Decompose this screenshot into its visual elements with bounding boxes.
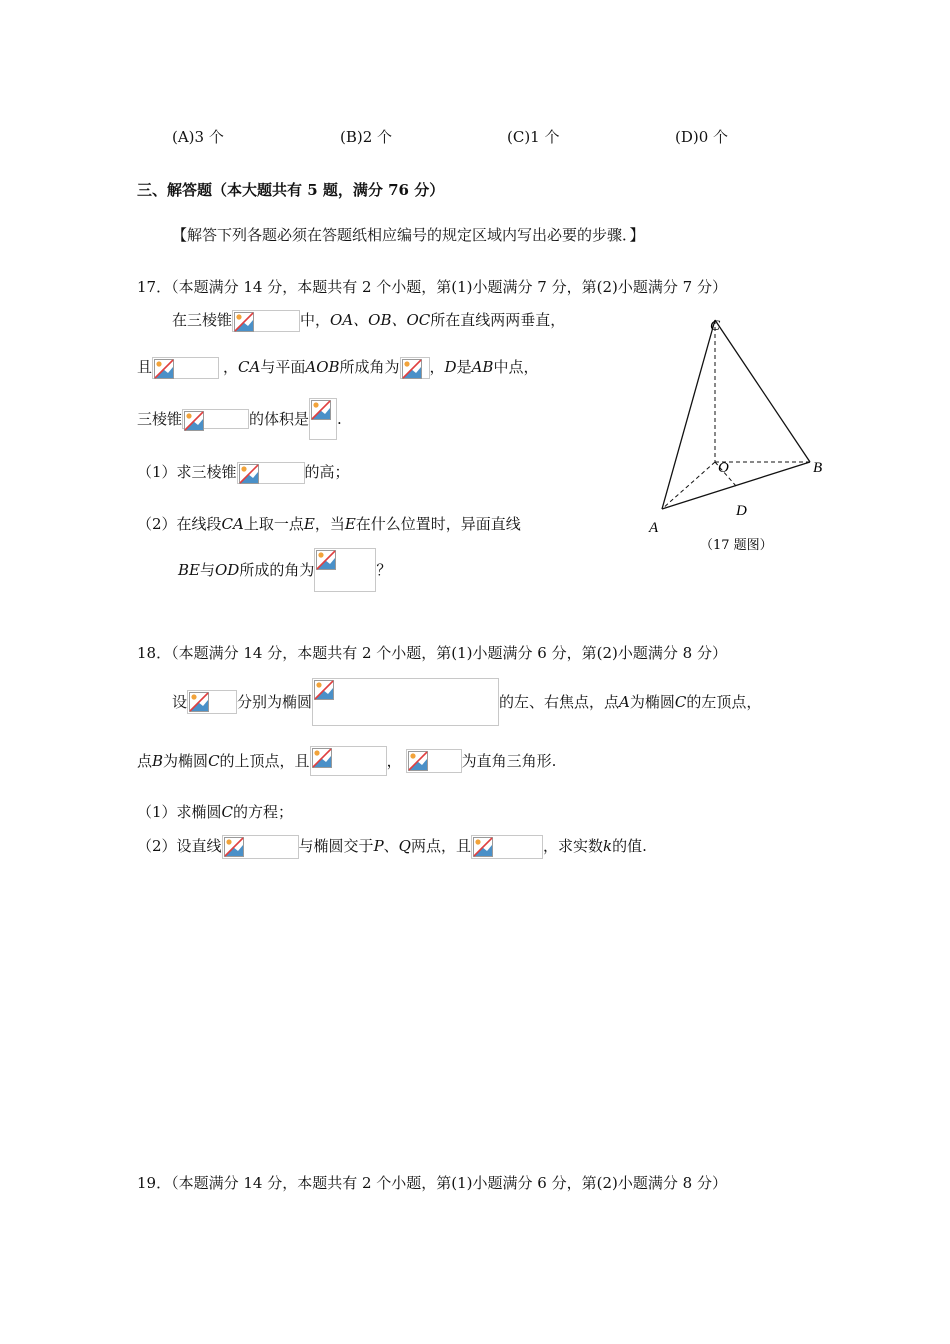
section-instruction: 【解答下列各题必须在答题纸相应编号的规定区域内写出必要的步骤．】 xyxy=(172,226,645,244)
q17-line2 xyxy=(137,357,538,379)
q17-text: BE xyxy=(178,561,200,579)
q17-part1 xyxy=(137,462,350,484)
q18-text: ， xyxy=(386,752,402,770)
broken-image-icon xyxy=(184,411,204,431)
q17-text: 三棱锥 xyxy=(137,410,183,428)
broken-image-icon xyxy=(408,751,428,771)
q17-text: 的体积是 xyxy=(249,410,310,428)
q18-part1 xyxy=(137,802,293,822)
q17-text: 在什么位置时，异面直线 xyxy=(355,515,521,533)
q17-text: CA xyxy=(238,358,261,376)
option-c: (C)1 个 xyxy=(507,128,560,146)
q18-text: 的左顶点， xyxy=(686,693,762,711)
edge-cb xyxy=(715,320,810,462)
broken-image-icon xyxy=(239,464,259,484)
formula-image xyxy=(237,462,305,484)
q17-text: 所在直线两两垂直， xyxy=(430,311,566,329)
formula-image xyxy=(310,746,387,776)
q17-text: E xyxy=(344,515,356,533)
q17-line1 xyxy=(172,310,565,332)
section-title: 三、解答题（本大题共有 5 题，满分 76 分） xyxy=(137,181,445,199)
q18-text: C xyxy=(674,693,687,711)
formula-image xyxy=(400,357,430,379)
q18-header: 18．（本题满分 14 分，本题共有 2 个小题，第(1)小题满分 6 分，第(2)小题满分 8 分） xyxy=(137,644,727,662)
q18-text: 的左、右焦点，点 xyxy=(499,693,620,711)
q17-text: 中点， xyxy=(493,358,539,376)
q17-text: ， xyxy=(223,358,239,376)
broken-image-icon xyxy=(224,837,244,857)
broken-image-icon xyxy=(234,312,254,332)
q18-text: 的值. xyxy=(612,837,647,855)
q17-text: 所成角为 xyxy=(339,358,400,376)
q18-text: P xyxy=(373,837,384,855)
q17-text: OA、OB、OC xyxy=(330,311,431,329)
q17-text: 在三棱锥 xyxy=(172,311,233,329)
q18-text: 为椭圆 xyxy=(163,752,209,770)
q18-text: C xyxy=(221,803,234,821)
formula-image xyxy=(222,835,299,859)
formula-image xyxy=(182,409,249,429)
q19-header: 19．（本题满分 14 分，本题共有 2 个小题，第(1)小题满分 6 分，第(2)小题满分 8 分） xyxy=(137,1174,727,1192)
q18-text: k xyxy=(603,837,613,855)
broken-image-icon xyxy=(473,837,493,857)
q18-text: 点 xyxy=(137,752,153,770)
edge-oa xyxy=(662,462,715,509)
broken-image-icon xyxy=(154,359,174,379)
formula-image xyxy=(232,310,300,332)
q17-text: ，当 xyxy=(314,515,345,533)
broken-image-icon xyxy=(189,692,209,712)
q18-text: 与椭圆交于 xyxy=(298,837,374,855)
q18-text: （1）求椭圆 xyxy=(137,803,222,821)
formula-image xyxy=(312,678,499,726)
q18-text: Q xyxy=(398,837,411,855)
formula-image xyxy=(152,357,219,379)
q18-text: B xyxy=(152,752,164,770)
vertex-label-a: A xyxy=(649,520,659,536)
q17-text: E xyxy=(303,515,315,533)
q18-text: 的方程； xyxy=(233,803,294,821)
q18-part2 xyxy=(137,835,647,859)
q17-text: 是 xyxy=(456,358,472,376)
q17-text: CA xyxy=(221,515,244,533)
formula-image xyxy=(406,749,462,773)
q17-part2 xyxy=(137,514,521,534)
q18-text: A xyxy=(619,693,630,711)
q18-text: 、 xyxy=(383,837,399,855)
option-d: (D)0 个 xyxy=(675,128,729,146)
q18-text: （2）设直线 xyxy=(137,837,222,855)
q17-text: （1）求三棱锥 xyxy=(137,463,237,481)
formula-image xyxy=(187,690,237,714)
q17-text: 与平面 xyxy=(260,358,306,376)
broken-image-icon xyxy=(314,680,334,700)
option-b: (B)2 个 xyxy=(340,128,393,146)
q18-text: 两点，且 xyxy=(410,837,471,855)
q17-text: 上取一点 xyxy=(243,515,304,533)
q18-text: 为直角三角形. xyxy=(461,752,557,770)
q18-text: 为椭圆 xyxy=(629,693,675,711)
edge-ca xyxy=(662,320,715,509)
broken-image-icon xyxy=(312,748,332,768)
q17-text: ？ xyxy=(376,561,392,579)
formula-image xyxy=(314,548,376,592)
formula-image xyxy=(471,835,543,859)
q17-text: AB xyxy=(471,358,494,376)
q18-text: 的上顶点，且 xyxy=(219,752,310,770)
vertex-label-b: B xyxy=(813,460,823,476)
q17-header: 17．（本题满分 14 分，本题共有 2 个小题，第(1)小题满分 7 分，第(2)小题满分 7 分） xyxy=(137,278,727,296)
q17-line3 xyxy=(137,398,342,440)
q17-text: 所成的角为 xyxy=(239,561,315,579)
q17-text: 的高； xyxy=(304,463,350,481)
q17-text: 中， xyxy=(300,311,331,329)
vertex-label-o: O xyxy=(718,460,729,476)
vertex-label-c: C xyxy=(710,318,721,334)
q17-text: （2）在线段 xyxy=(137,515,222,533)
q18-line1 xyxy=(172,678,761,726)
q17-text: 与 xyxy=(199,561,215,579)
tetrahedron-figure xyxy=(640,312,840,562)
q17-part2-cont xyxy=(178,548,391,592)
q17-text: ， xyxy=(429,358,445,376)
broken-image-icon xyxy=(316,550,336,570)
q18-text: 分别为椭圆 xyxy=(237,693,313,711)
broken-image-icon xyxy=(402,359,422,379)
option-a: (A)3 个 xyxy=(172,128,224,146)
q18-text: C xyxy=(208,752,220,770)
q17-text: AOB xyxy=(305,358,340,376)
q17-text: 且 xyxy=(137,358,153,376)
vertex-label-d: D xyxy=(736,503,747,519)
q18-text: 设 xyxy=(172,693,188,711)
q17-text: D xyxy=(444,358,457,376)
figure-caption: （17 题图） xyxy=(700,538,773,553)
formula-image xyxy=(309,398,337,440)
q18-line2 xyxy=(137,746,556,776)
q18-text: ，求实数 xyxy=(543,837,604,855)
q17-text: . xyxy=(337,410,342,428)
q17-text: OD xyxy=(215,561,240,579)
broken-image-icon xyxy=(311,400,331,420)
